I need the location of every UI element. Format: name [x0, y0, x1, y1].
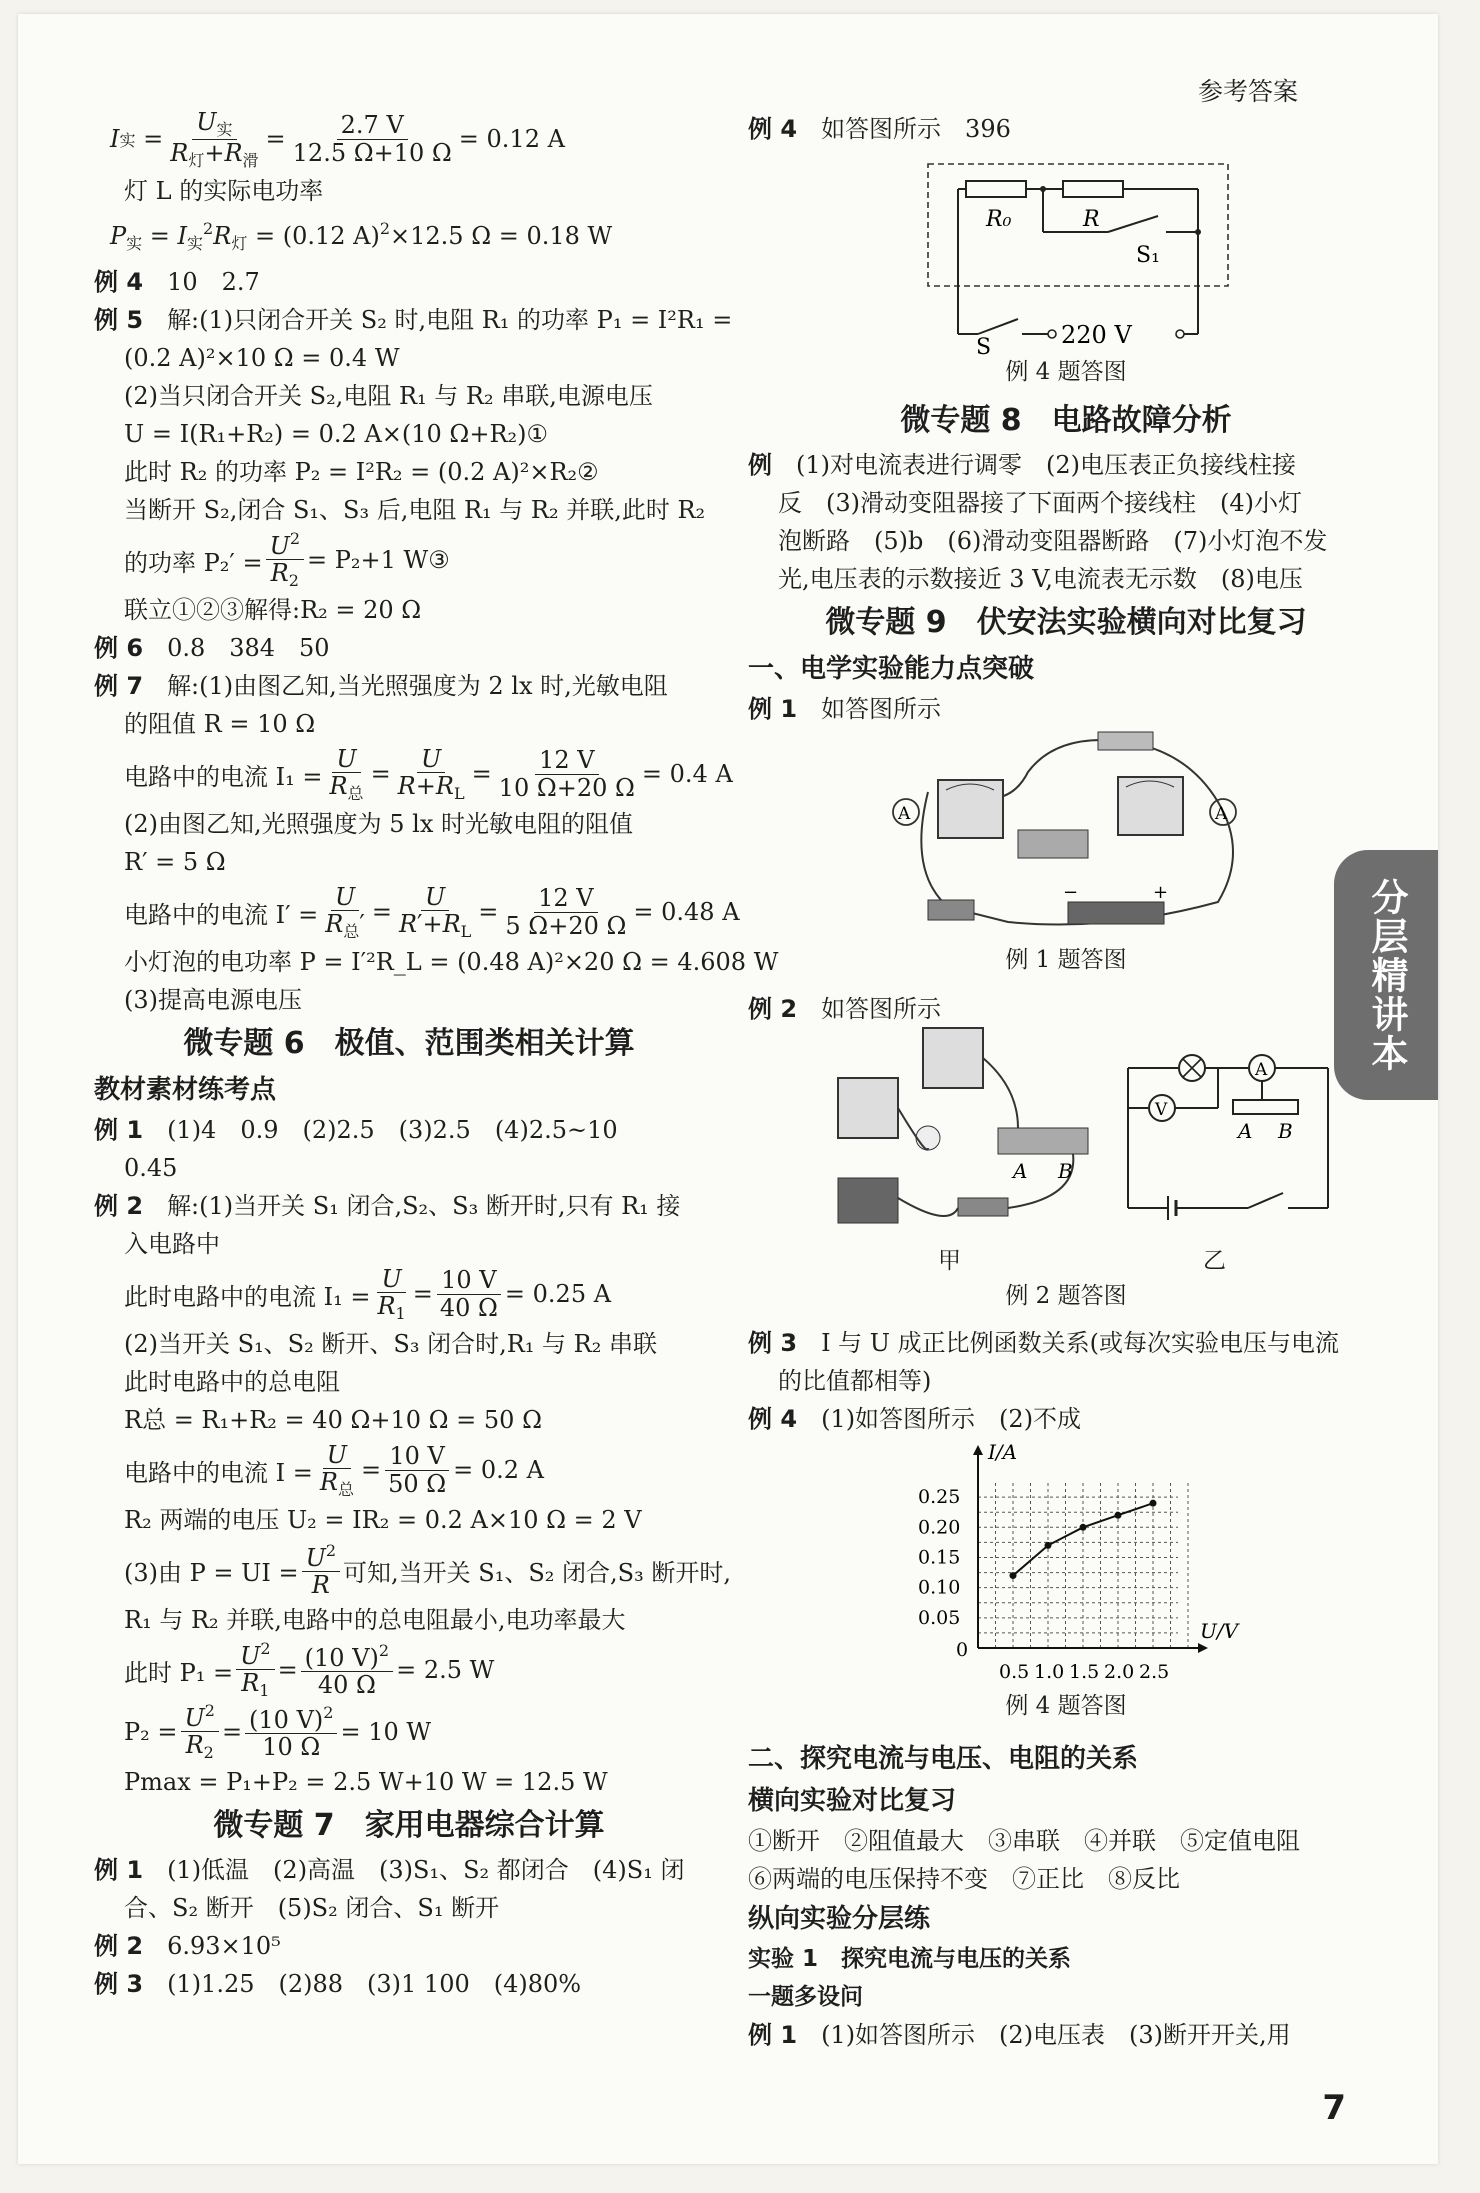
formula-p2-prime: 的功率 P₂′ = $\frac{U^2}{R_2}$ = P₂+1 W③	[124, 529, 450, 591]
left-column	[94, 106, 779, 2003]
svg-text:A: A	[898, 804, 911, 824]
x-tick-label: 1.0	[1034, 1661, 1065, 1683]
data-point	[1010, 1572, 1017, 1579]
figure-caption: 例 1 题答图	[1005, 947, 1127, 973]
example-label: 例 5	[94, 306, 144, 334]
switch-s	[978, 319, 1018, 334]
text-line: R₂ 两端的电压 U₂ = IR₂ = 0.2 A×10 Ω = 2 V	[124, 1506, 642, 1534]
device-top	[1098, 732, 1153, 750]
label-jia: 甲	[938, 1248, 961, 1274]
svg-text:B: B	[1278, 1119, 1293, 1143]
example-label: 例 1	[94, 1116, 144, 1144]
side-tab-label: 分层精讲本	[1365, 877, 1408, 1073]
subsection-title: 横向实验对比复习	[748, 1786, 957, 1816]
switch-symbol	[1248, 1193, 1283, 1208]
circuit-diagram-ex2-yi	[1108, 1048, 1358, 1218]
page-header: 参考答案	[1197, 77, 1298, 106]
formula-p-shi: $P_实 = I_实^2R_灯 = (0.12$ A)$^2$×12.5 Ω = 0.18 W	[110, 219, 613, 253]
answer-text: I 与 U 成正比例函数关系(或每次实验电压与电流	[821, 1329, 1340, 1357]
example-label: 例 1	[94, 1856, 144, 1884]
svg-text:A: A	[1013, 1159, 1028, 1183]
formula-s6-p2: P₂ = $\frac{U^2}{R_2}$ = $\frac{(10 V)^2}{10 \Omega}$ = 10 W	[124, 1701, 432, 1763]
text-line: 光,电压表的示数接近 3 V,电流表无示数 (8)电压	[778, 565, 1303, 593]
y-tick-label: 0.15	[918, 1546, 961, 1569]
circuit-photo-ex1	[888, 732, 1248, 942]
y-axis-arrow	[973, 1445, 983, 1455]
formula-s6-p: (3)由 P = UI = $\frac{U^2}{R}$ 可知,当开关 S₁、S₂ 闭合,S₃ 断开时,	[124, 1540, 731, 1599]
right-column	[748, 110, 1384, 2054]
figure-ex2	[748, 1028, 1384, 1278]
switch-s1	[1108, 216, 1158, 232]
battery-photo	[838, 1178, 898, 1223]
svg-text:B: B	[1058, 1159, 1073, 1183]
text-line: 小灯泡的电功率 P = I′²R_L = (0.48 A)²×20 Ω = 4.608 W	[124, 948, 779, 976]
example-label: 例 1	[748, 2021, 798, 2049]
rheostat-symbol	[1233, 1100, 1298, 1114]
label-s: S	[976, 335, 992, 360]
section-title: 微专题 7 家用电器综合计算	[213, 1808, 605, 1843]
subsection-title: 教材素材练考点	[94, 1075, 277, 1105]
label-s1: S₁	[1136, 243, 1160, 268]
svg-text:A: A	[1215, 804, 1228, 824]
switch	[928, 900, 974, 920]
data-point	[1115, 1512, 1122, 1519]
svg-text:+: +	[1153, 882, 1169, 903]
voltmeter-photo	[838, 1078, 898, 1138]
svg-text:A: A	[1255, 1060, 1268, 1080]
switch-photo	[958, 1198, 1008, 1216]
example-label: 例 2	[748, 995, 798, 1023]
answer-text: (1)如答图所示 (2)电压表 (3)断开开关,用	[821, 2021, 1291, 2049]
text-line: Pmax = P₁+P₂ = 2.5 W+10 W = 12.5 W	[124, 1768, 608, 1796]
formula-ex7-i1: 电路中的电流 I₁ = $\frac{U}{R_总}$ = $\frac{U}{R+R_L}$ = $\frac{12 V}{10 \Omega+20 \Omega}$ = 0.4 A	[124, 744, 733, 803]
text-line: U = I(R₁+R₂) = 0.2 A×(10 Ω+R₂)①	[124, 420, 549, 448]
example-label: 例 3	[748, 1329, 798, 1357]
answer-text: (1)对电流表进行调零 (2)电压表正负接线柱接	[796, 451, 1296, 479]
figure-caption: 例 2 题答图	[1005, 1283, 1127, 1309]
x-axis-label: U/V	[1200, 1619, 1239, 1643]
text-line: (2)当只闭合开关 S₂,电阻 R₁ 与 R₂ 串联,电源电压	[124, 382, 653, 410]
data-point	[1150, 1500, 1157, 1507]
data-point	[1080, 1524, 1087, 1531]
text-line: 合、S₂ 断开 (5)S₂ 闭合、S₁ 断开	[124, 1894, 500, 1922]
x-tick-label: 2.5	[1139, 1661, 1170, 1683]
text-line: 入电路中	[124, 1230, 220, 1258]
formula-s6-i: 电路中的电流 I = $\frac{U}{R_总}$ = $\frac{10 V}{50 \Omega}$ = 0.2 A	[124, 1440, 545, 1499]
text-line: 的比值都相等)	[778, 1367, 932, 1395]
x-tick-label: 1.5	[1069, 1661, 1100, 1683]
text-line: R₁ 与 R₂ 并联,电路中的总电阻最小,电功率最大	[124, 1606, 626, 1634]
text-line: 当断开 S₂,闭合 S₁、S₃ 后,电阻 R₁ 与 R₂ 并联,此时 R₂	[124, 496, 706, 524]
formula-i-shi: I 实 = $\frac{U_实}{R_灯+R_滑}$ = $\frac{2.7 V}{12.5 \Omega+10 \Omega}$ = 0.12 A	[110, 107, 565, 170]
formula-ex7-iprime: 电路中的电流 I′ = $\frac{U}{R_总'}$ = $\frac{U}{R'+R_L}$ = $\frac{12 V}{5 \Omega+20 \Omega}$ = 0.48 A	[124, 882, 740, 941]
example-label: 例 3	[94, 1970, 144, 1998]
subsection-title: 纵向实验分层练	[748, 1904, 931, 1934]
enclosure-box	[928, 164, 1228, 286]
y-tick-label: 0.20	[918, 1516, 961, 1539]
answer-text: 如答图所示	[821, 995, 942, 1023]
rheostat	[1018, 830, 1088, 858]
ammeter-photo	[923, 1028, 983, 1088]
x-tick-label: 2.0	[1104, 1661, 1135, 1683]
section-title: 微专题 8 电路故障分析	[900, 403, 1232, 438]
bulb-photo	[916, 1126, 940, 1150]
figure-caption: 例 4 题答图	[1005, 359, 1127, 385]
formula-s6-i1: 此时电路中的电流 I₁ = $\frac{U}{R_1}$ = $\frac{10 V}{40 \Omega}$ = 0.25 A	[124, 1264, 612, 1323]
answer-text: 解:(1)当开关 S₁ 闭合,S₂、S₃ 断开时,只有 R₁ 接	[167, 1192, 681, 1220]
text-line: R′ = 5 Ω	[124, 848, 226, 876]
text-line: 的阻值 R = 10 Ω	[124, 710, 316, 738]
text-line: 此时电路中的总电阻	[124, 1368, 340, 1396]
svg-text:A: A	[1238, 1119, 1253, 1143]
text-line: R总 = R₁+R₂ = 40 Ω+10 Ω = 50 Ω	[124, 1406, 542, 1434]
example-label: 例 4	[748, 115, 798, 143]
text-line: 灯 L 的实际电功率	[124, 177, 324, 205]
x-axis-arrow	[1198, 1643, 1208, 1653]
label-220v: 220 V	[1061, 321, 1132, 349]
y-tick-label: 0.25	[918, 1486, 961, 1509]
battery	[1068, 902, 1164, 924]
page-number: 7	[1322, 2088, 1346, 2128]
y-tick-label: 0.05	[918, 1606, 961, 1629]
text-line: (2)由图乙知,光照强度为 5 lx 时光敏电阻的阻值	[124, 810, 633, 838]
example-label: 例	[748, 451, 772, 479]
subsection-title: 二、探究电流与电压、电阻的关系	[748, 1744, 1139, 1774]
experiment-title: 实验 1 探究电流与电压的关系	[748, 1946, 1072, 1972]
x-tick-label: 0.5	[999, 1661, 1030, 1683]
answer-text: 0.8 384 50	[167, 634, 330, 662]
label-r0: R₀	[986, 207, 1012, 232]
example-label: 例 1	[748, 695, 798, 723]
formula-s6-p1: 此时 P₁ = $\frac{U^2}{R_1}$ = $\frac{(10 V)^2}{40 \Omega}$ = 2.5 W	[124, 1639, 495, 1701]
example-label: 例 4	[94, 268, 144, 296]
circuit-photo-ex2-jia	[818, 1028, 1118, 1238]
answer-text: 如答图所示	[821, 695, 942, 723]
resistor-r	[1063, 181, 1123, 197]
text-line: 反 (3)滑动变阻器接了下面两个接线柱 (4)小灯	[778, 489, 1302, 517]
answer-text: (1)如答图所示 (2)不成	[821, 1405, 1082, 1433]
label-r: R	[1083, 207, 1100, 232]
rheostat-photo	[998, 1128, 1088, 1154]
answer-text: 解:(1)由图乙知,当光照强度为 2 lx 时,光敏电阻	[167, 672, 668, 700]
text-line: 泡断路 (5)b (6)滑动变阻器断路 (7)小灯泡不发	[778, 527, 1328, 555]
example-label: 例 6	[94, 634, 144, 662]
answer-text: (1)4 0.9 (2)2.5 (3)2.5 (4)2.5~10	[167, 1116, 618, 1144]
circuit-diagram-ex4	[918, 154, 1238, 360]
section-title: 微专题 6 极值、范围类相关计算	[183, 1026, 635, 1061]
answer-text: (1)1.25 (2)88 (3)1 100 (4)80%	[167, 1970, 582, 1998]
text-line: 0.45	[124, 1154, 178, 1182]
multi-question-title: 一题多设问	[748, 1984, 863, 2010]
example-label: 例 4	[748, 1405, 798, 1433]
answer-text: 解:(1)只闭合开关 S₂ 时,电阻 R₁ 的功率 P₁ = I²R₁ =	[167, 306, 733, 334]
iu-chart	[898, 1438, 1239, 1688]
svg-text:−: −	[1063, 882, 1079, 903]
answer-text: (1)低温 (2)高温 (3)S₁、S₂ 都闭合 (4)S₁ 闭	[167, 1856, 685, 1884]
text-line: 联立①②③解得:R₂ = 20 Ω	[124, 596, 422, 624]
origin-label: 0	[956, 1639, 969, 1661]
answer-text: 如答图所示 396	[821, 115, 1011, 143]
y-axis-label: I/A	[988, 1440, 1018, 1464]
label-yi: 乙	[1203, 1248, 1226, 1274]
example-label: 例 2	[94, 1192, 144, 1220]
svg-text:V: V	[1155, 1100, 1168, 1120]
answer-text: 6.93×10⁵	[167, 1932, 281, 1960]
y-tick-label: 0.10	[918, 1576, 961, 1599]
example-label: 例 7	[94, 672, 144, 700]
text-line: ⑥两端的电压保持不变 ⑦正比 ⑧反比	[748, 1865, 1180, 1893]
answer-text: 10 2.7	[167, 268, 260, 296]
data-point	[1045, 1542, 1052, 1549]
text-line: (2)当开关 S₁、S₂ 断开、S₃ 闭合时,R₁ 与 R₂ 串联	[124, 1330, 657, 1358]
example-label: 例 2	[94, 1932, 144, 1960]
text-line: 此时 R₂ 的功率 P₂ = I²R₂ = (0.2 A)²×R₂②	[124, 458, 599, 486]
page	[18, 14, 1438, 2164]
figure-caption: 例 4 题答图	[1005, 1693, 1127, 1719]
text-line: ①断开 ②阻值最大 ③串联 ④并联 ⑤定值电阻	[748, 1827, 1300, 1855]
subsection-title: 一、电学实验能力点突破	[748, 654, 1035, 684]
resistor-r0	[966, 181, 1026, 197]
section-title: 微专题 9 伏安法实验横向对比复习	[825, 605, 1307, 640]
text-line: (3)提高电源电压	[124, 986, 302, 1014]
text-line: (0.2 A)²×10 Ω = 0.4 W	[124, 344, 400, 372]
